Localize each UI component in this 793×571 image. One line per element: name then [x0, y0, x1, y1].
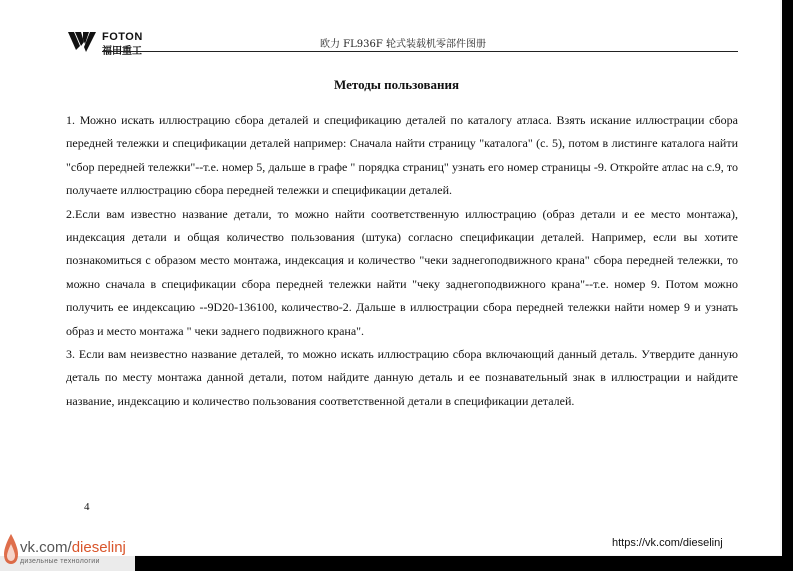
watermark-text [20, 539, 126, 556]
paragraph-1: 1. Можно искать иллюстрацию сбора деталей и спецификацию деталей по каталогу атласа. Взять искание иллюстрации сбора передней тележки и спецификации деталей например: Сначала найти страницу "каталога" (с. 5), потом в листинге каталога найти "сбор передней тележки"--т.е. номер 5, дальше в графе " порядка страниц" узнать его номер страницы -9. Откройте атлас на с.9, то получаете иллюстрацию сбора передней тележки и спецификации деталей. [66, 113, 738, 198]
watermark-accent: dieselinj [71, 539, 126, 556]
page-number: 4 [84, 501, 90, 513]
catalog-header-title: 欧力 FL936F 轮式装载机零部件图册 [320, 39, 486, 50]
foton-logo [66, 30, 206, 56]
scan-border-right [782, 0, 793, 571]
watermark-prefix: vk.com/ [20, 539, 72, 556]
watermark-subtitle: дизельные технологии [20, 558, 100, 565]
page-title: Методы пользования [333, 77, 460, 92]
paragraph-2: 2.Если вам известно название детали, то можно найти соответственную иллюстрацию (образ детали и ее место монтажа), индексация детали и общая количество пользования (штука) согласно спецификации деталей. Например, если вы хотите познакомиться с образом место монтажа, индексация и количество "чеки заднегоподвижного крана" сбора передней тележки, то можно сначала в спецификации сбора передней тележки найти "чеку заднегоподвижного крана"--т.е. номер 9. Потом можно получить ее индексацию --9D20-136100, количество-2. Дальше в иллюстрации сбора передней тележки найти номер 9 и узнать образ и место монтажа " чеки заднего подвижного крана". [66, 206, 738, 338]
foton-logo-icon [66, 30, 98, 56]
header-divider [102, 51, 738, 52]
logo-brand-text: FOTON [102, 31, 143, 43]
paragraph-3: 3. Если вам неизвестно название деталей, то можно искать иллюстрацию сбора включающий данный деталь. Утвердите данную деталь по месту монтажа данной детали, потом найдите данную деталь и ее познавательный знак в иллюстрации и найдите название, индексацию и количество пользования соответственной детали в спецификации деталей. [66, 347, 738, 408]
instructions-body [66, 109, 738, 413]
watermark [0, 530, 135, 571]
footer-url: https://vk.com/dieselinj [612, 537, 723, 549]
vk-drop-icon [3, 532, 19, 566]
logo-chinese-text: 福田重工 [102, 46, 142, 57]
